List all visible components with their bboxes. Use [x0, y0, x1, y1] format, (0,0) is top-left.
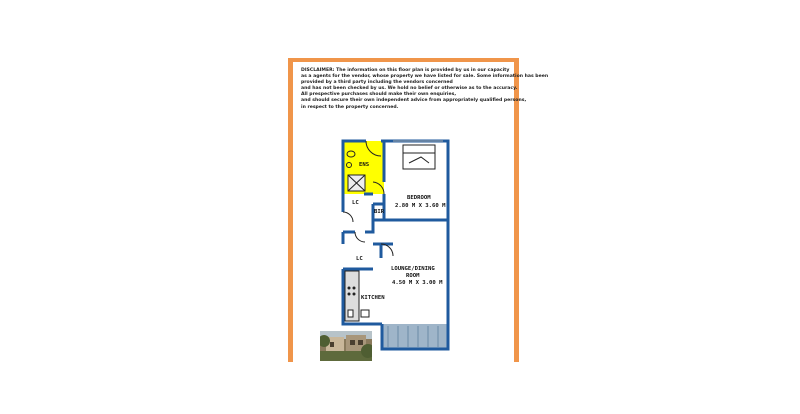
property-photo-thumbnail	[320, 331, 372, 361]
disclaimer-line: in respect to the property concerned.	[301, 104, 399, 110]
disclaimer-line: as a agents for the vendor, whose property we have listed for sale. Some information has been	[301, 74, 549, 80]
room-label-kitchen: KITCHEN	[361, 295, 385, 301]
room-label-bedroom: BEDROOM	[407, 195, 431, 201]
room-size-lounge: 4.50 M X 3.00 M	[392, 280, 443, 286]
room-label-ensuite: ENS	[359, 162, 370, 168]
room-size-bedroom: 2.80 M X 3.60 M	[395, 203, 446, 209]
floor-plan-drawing	[293, 62, 549, 362]
room-label-lc-lower: LC	[356, 256, 363, 262]
disclaimer-line: All prespective purchases should make their own enquiries,	[301, 92, 457, 98]
disclaimer-line: provided by a third party including the vendors concerned	[301, 80, 453, 86]
room-label-bir: BIR	[374, 209, 385, 215]
room-label-lounge-room: ROOM	[406, 273, 420, 279]
disclaimer-line: and should secure their own independent advice from appropriately qualified persons,	[301, 98, 527, 104]
room-label-lc-upper: LC	[352, 200, 359, 206]
room-label-lounge: LOUNGE/DINING	[391, 266, 435, 272]
disclaimer-line: and has not been checked by us. We hold no belief or otherwise as to the accuracy.	[301, 86, 518, 92]
disclaimer-line: DISCLAIMER: The information on this floor plan is provided by us in our capacity	[301, 68, 510, 73]
floor-plan-sheet	[288, 58, 549, 362]
